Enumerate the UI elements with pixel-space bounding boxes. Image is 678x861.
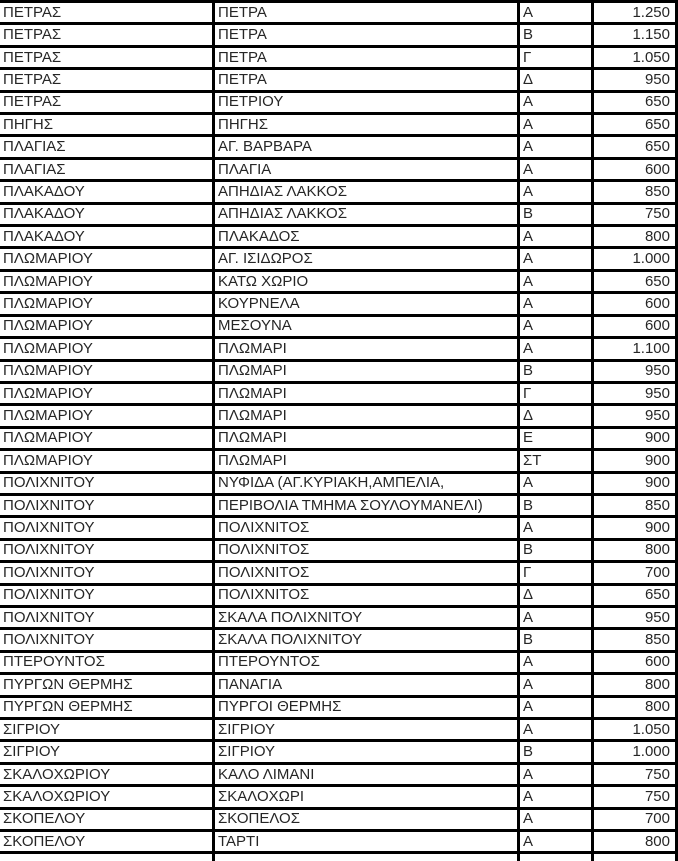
- municipality-cell: ΣΚΑΛΟΧΩΡΙΟΥ: [0, 765, 215, 787]
- municipality-cell: ΠΛΩΜΑΡΙΟΥ: [0, 406, 215, 428]
- value-cell: 700: [594, 810, 678, 832]
- value-cell: 700: [594, 563, 678, 585]
- zone-cell: Α: [520, 93, 594, 115]
- value-cell: 950: [594, 406, 678, 428]
- municipality-cell: ΣΚΟΠΕΛΟΥ: [0, 810, 215, 832]
- municipality-cell: ΠΟΛΙΧΝΙΤΟΥ: [0, 541, 215, 563]
- zone-cell: Α: [520, 317, 594, 339]
- settlement-cell: ΣΙΓΡΙΟΥ: [215, 720, 520, 742]
- zone-cell: Α: [520, 272, 594, 294]
- value-cell: 1.250: [594, 3, 678, 25]
- municipality-cell: ΠΕΤΡΑΣ: [0, 3, 215, 25]
- value-cell: 950: [594, 608, 678, 630]
- value-cell: 600: [594, 294, 678, 316]
- settlement-cell: ΑΓ. ΒΑΡΒΑΡΑ: [215, 137, 520, 159]
- value-cell: 750: [594, 765, 678, 787]
- value-cell: 900: [594, 429, 678, 451]
- zone-cell: Α: [520, 137, 594, 159]
- partial-row-cell: [520, 854, 594, 861]
- value-cell: 650: [594, 115, 678, 137]
- municipality-cell: ΠΤΕΡΟΥΝΤΟΣ: [0, 653, 215, 675]
- zone-cell: Α: [520, 832, 594, 854]
- settlement-cell: ΠΤΕΡΟΥΝΤΟΣ: [215, 653, 520, 675]
- settlement-cell: ΠΛΩΜΑΡΙ: [215, 406, 520, 428]
- municipality-cell: ΠΗΓΗΣ: [0, 115, 215, 137]
- zone-cell: Γ: [520, 384, 594, 406]
- value-cell: 950: [594, 70, 678, 92]
- municipality-cell: ΠΛΩΜΑΡΙΟΥ: [0, 384, 215, 406]
- partial-row-cell: [0, 854, 215, 861]
- zone-cell: Α: [520, 339, 594, 361]
- municipality-cell: ΠΟΛΙΧΝΙΤΟΥ: [0, 608, 215, 630]
- value-cell: 650: [594, 93, 678, 115]
- value-cell: 900: [594, 518, 678, 540]
- municipality-cell: ΠΛΩΜΑΡΙΟΥ: [0, 339, 215, 361]
- municipality-cell: ΠΛΩΜΑΡΙΟΥ: [0, 272, 215, 294]
- municipality-cell: ΠΛΩΜΑΡΙΟΥ: [0, 362, 215, 384]
- zone-cell: Α: [520, 3, 594, 25]
- value-cell: 650: [594, 137, 678, 159]
- value-cell: 950: [594, 362, 678, 384]
- value-cell: 1.100: [594, 339, 678, 361]
- zone-cell: Β: [520, 496, 594, 518]
- value-cell: 800: [594, 227, 678, 249]
- partial-row-cell: [215, 854, 520, 861]
- zone-cell: Α: [520, 474, 594, 496]
- municipality-cell: ΠΕΤΡΑΣ: [0, 70, 215, 92]
- value-cell: 950: [594, 384, 678, 406]
- settlement-cell: ΠΕΤΡΑ: [215, 25, 520, 47]
- settlement-cell: ΠΟΛΙΧΝΙΤΟΣ: [215, 541, 520, 563]
- settlement-cell: ΣΚΑΛΑ ΠΟΛΙΧΝΙΤΟΥ: [215, 630, 520, 652]
- zone-cell: Β: [520, 742, 594, 764]
- settlement-cell: ΠΟΛΙΧΝΙΤΟΣ: [215, 586, 520, 608]
- zone-cell: ΣΤ: [520, 451, 594, 473]
- settlement-cell: ΠΛΩΜΑΡΙ: [215, 429, 520, 451]
- zone-cell: Α: [520, 675, 594, 697]
- municipality-cell: ΠΛΑΓΙΑΣ: [0, 137, 215, 159]
- municipality-cell: ΠΛΑΚΑΔΟΥ: [0, 182, 215, 204]
- value-cell: 900: [594, 474, 678, 496]
- zone-cell: Α: [520, 227, 594, 249]
- municipality-cell: ΠΥΡΓΩΝ ΘΕΡΜΗΣ: [0, 675, 215, 697]
- zone-cell: Α: [520, 294, 594, 316]
- settlement-cell: ΠΥΡΓΟΙ ΘΕΡΜΗΣ: [215, 698, 520, 720]
- settlement-cell: ΠΑΝΑΓΙΑ: [215, 675, 520, 697]
- zone-cell: Α: [520, 698, 594, 720]
- value-cell: 750: [594, 787, 678, 809]
- municipality-cell: ΠΥΡΓΩΝ ΘΕΡΜΗΣ: [0, 698, 215, 720]
- settlement-cell: ΠΛΩΜΑΡΙ: [215, 384, 520, 406]
- value-cell: 600: [594, 653, 678, 675]
- value-cell: 1.050: [594, 720, 678, 742]
- municipality-cell: ΠΕΤΡΑΣ: [0, 93, 215, 115]
- settlement-cell: ΑΠΗΔΙΑΣ ΛΑΚΚΟΣ: [215, 182, 520, 204]
- zone-cell: Α: [520, 182, 594, 204]
- settlement-cell: ΠΕΤΡΑ: [215, 70, 520, 92]
- zone-cell: Γ: [520, 48, 594, 70]
- value-cell: 800: [594, 541, 678, 563]
- zone-cell: Β: [520, 362, 594, 384]
- value-cell: 1.000: [594, 249, 678, 271]
- settlement-cell: ΣΙΓΡΙΟΥ: [215, 742, 520, 764]
- municipality-cell: ΣΚΑΛΟΧΩΡΙΟΥ: [0, 787, 215, 809]
- partial-row-cell: [594, 854, 678, 861]
- settlement-cell: ΠΕΤΡΑ: [215, 48, 520, 70]
- settlement-cell: ΤΑΡΤΙ: [215, 832, 520, 854]
- value-cell: 900: [594, 451, 678, 473]
- value-cell: 1.050: [594, 48, 678, 70]
- settlement-cell: ΚΑΤΩ ΧΩΡΙΟ: [215, 272, 520, 294]
- settlement-cell: ΜΕΣΟΥΝΑ: [215, 317, 520, 339]
- zone-cell: Α: [520, 720, 594, 742]
- zone-cell: Β: [520, 25, 594, 47]
- settlement-cell: ΣΚΟΠΕΛΟΣ: [215, 810, 520, 832]
- value-cell: 800: [594, 832, 678, 854]
- value-cell: 1.000: [594, 742, 678, 764]
- settlement-cell: ΣΚΑΛΑ ΠΟΛΙΧΝΙΤΟΥ: [215, 608, 520, 630]
- zone-cell: Α: [520, 608, 594, 630]
- settlement-cell: ΚΑΛΟ ΛΙΜΑΝΙ: [215, 765, 520, 787]
- municipality-cell: ΠΛΩΜΑΡΙΟΥ: [0, 429, 215, 451]
- municipality-cell: ΣΙΓΡΙΟΥ: [0, 720, 215, 742]
- municipality-cell: ΠΛΑΓΙΑΣ: [0, 160, 215, 182]
- settlement-cell: ΠΛΑΓΙΑ: [215, 160, 520, 182]
- zone-cell: Ε: [520, 429, 594, 451]
- municipality-cell: ΠΛΩΜΑΡΙΟΥ: [0, 451, 215, 473]
- municipality-cell: ΣΚΟΠΕΛΟΥ: [0, 832, 215, 854]
- zone-cell: Β: [520, 541, 594, 563]
- municipality-cell: ΠΟΛΙΧΝΙΤΟΥ: [0, 586, 215, 608]
- municipality-cell: ΠΛΩΜΑΡΙΟΥ: [0, 294, 215, 316]
- value-cell: 800: [594, 698, 678, 720]
- value-cell: 850: [594, 182, 678, 204]
- zone-cell: Δ: [520, 70, 594, 92]
- municipality-cell: ΠΛΩΜΑΡΙΟΥ: [0, 249, 215, 271]
- settlement-cell: ΠΗΓΗΣ: [215, 115, 520, 137]
- municipality-cell: ΠΛΑΚΑΔΟΥ: [0, 205, 215, 227]
- municipality-cell: ΠΛΩΜΑΡΙΟΥ: [0, 317, 215, 339]
- settlement-cell: ΠΟΛΙΧΝΙΤΟΣ: [215, 563, 520, 585]
- settlement-cell: ΣΚΑΛΟΧΩΡΙ: [215, 787, 520, 809]
- municipality-cell: ΠΟΛΙΧΝΙΤΟΥ: [0, 630, 215, 652]
- municipality-cell: ΣΙΓΡΙΟΥ: [0, 742, 215, 764]
- value-cell: 650: [594, 586, 678, 608]
- settlement-cell: ΠΕΤΡΙΟΥ: [215, 93, 520, 115]
- settlement-cell: ΑΓ. ΙΣΙΔΩΡΟΣ: [215, 249, 520, 271]
- zone-cell: Δ: [520, 586, 594, 608]
- settlement-cell: ΠΟΛΙΧΝΙΤΟΣ: [215, 518, 520, 540]
- zone-cell: Γ: [520, 563, 594, 585]
- zone-cell: Β: [520, 205, 594, 227]
- municipality-cell: ΠΕΤΡΑΣ: [0, 25, 215, 47]
- settlement-cell: ΝΥΦΙΔΑ (ΑΓ.ΚΥΡΙΑΚΗ,ΑΜΠΕΛΙΑ,: [215, 474, 520, 496]
- value-cell: 650: [594, 272, 678, 294]
- settlement-cell: ΠΛΩΜΑΡΙ: [215, 451, 520, 473]
- zone-cell: Α: [520, 160, 594, 182]
- zone-cell: Α: [520, 249, 594, 271]
- value-cell: 850: [594, 496, 678, 518]
- settlement-cell: ΚΟΥΡΝΕΛΑ: [215, 294, 520, 316]
- value-cell: 750: [594, 205, 678, 227]
- settlement-cell: ΠΕΡΙΒΟΛΙΑ ΤΜΗΜΑ ΣΟΥΛΟΥΜΑΝΕΛΙ): [215, 496, 520, 518]
- value-cell: 600: [594, 160, 678, 182]
- settlement-cell: ΠΛΑΚΑΔΟΣ: [215, 227, 520, 249]
- zone-cell: Α: [520, 518, 594, 540]
- zone-cell: Α: [520, 653, 594, 675]
- zone-cell: Α: [520, 787, 594, 809]
- municipality-cell: ΠΟΛΙΧΝΙΤΟΥ: [0, 563, 215, 585]
- municipality-cell: ΠΛΑΚΑΔΟΥ: [0, 227, 215, 249]
- zone-cell: Β: [520, 630, 594, 652]
- settlement-cell: ΠΛΩΜΑΡΙ: [215, 362, 520, 384]
- value-cell: 1.150: [594, 25, 678, 47]
- value-cell: 600: [594, 317, 678, 339]
- settlement-cell: ΠΕΤΡΑ: [215, 3, 520, 25]
- value-cell: 850: [594, 630, 678, 652]
- settlement-cell: ΑΠΗΔΙΑΣ ΛΑΚΚΟΣ: [215, 205, 520, 227]
- municipality-cell: ΠΟΛΙΧΝΙΤΟΥ: [0, 518, 215, 540]
- zone-cell: Α: [520, 765, 594, 787]
- zone-cell: Δ: [520, 406, 594, 428]
- municipality-cell: ΠΟΛΙΧΝΙΤΟΥ: [0, 474, 215, 496]
- value-cell: 800: [594, 675, 678, 697]
- municipality-cell: ΠΟΛΙΧΝΙΤΟΥ: [0, 496, 215, 518]
- zone-cell: Α: [520, 810, 594, 832]
- zone-cell: Α: [520, 115, 594, 137]
- municipality-cell: ΠΕΤΡΑΣ: [0, 48, 215, 70]
- settlement-cell: ΠΛΩΜΑΡΙ: [215, 339, 520, 361]
